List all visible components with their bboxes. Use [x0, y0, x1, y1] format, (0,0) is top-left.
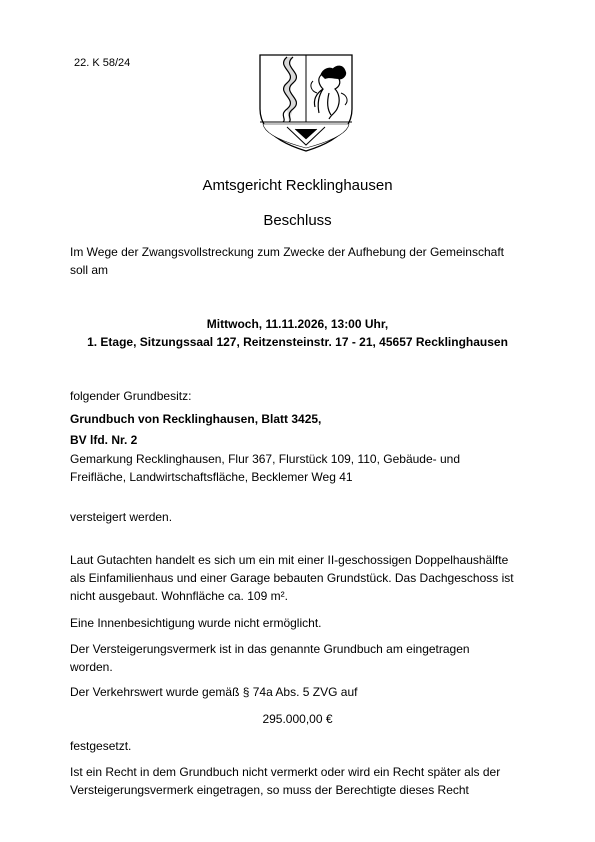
- auction-date: Mittwoch, 11.11.2026, 13:00 Uhr,: [206, 317, 389, 331]
- file-number: 22. K 58/24: [74, 57, 131, 69]
- bv-number: BV lfd. Nr. 2: [70, 433, 138, 447]
- auction-statement: versteigert werden.: [70, 510, 173, 524]
- document-type: Beschluss: [263, 212, 332, 229]
- appraisal-line-2: als Einfamilienhaus und einer Garage bebauten Grundstück. Das Dachgeschoss ist: [70, 571, 514, 585]
- inspection-note: Eine Innenbesichtigung wurde nicht ermöglicht.: [70, 616, 322, 630]
- court-name: Amtsgericht Recklinghausen: [202, 177, 393, 194]
- market-value: 295.000,00 €: [262, 712, 333, 726]
- value-intro: Der Verkehrswert wurde gemäß § 74a Abs. 5 ZVG auf: [70, 685, 358, 699]
- notation-line-1: Der Versteigerungsvermerk ist in das genannte Grundbuch am eingetragen: [70, 642, 470, 656]
- auction-location: 1. Etage, Sitzungssaal 127, Reitzensteinstr. 17 - 21, 45657 Recklinghausen: [87, 335, 508, 349]
- parcel-line-1: Gemarkung Recklinghausen, Flur 367, Flurstück 109, 110, Gebäude- und: [70, 452, 460, 466]
- appraisal-line-3: nicht ausgebaut. Wohnfläche ca. 109 m².: [70, 589, 288, 603]
- parcel-line-2: Freifläche, Landwirtschaftsfläche, Becklemer Weg 41: [70, 470, 353, 484]
- rights-line-1: Ist ein Recht in dem Grundbuch nicht vermerkt oder wird ein Recht später als der: [70, 765, 501, 779]
- notation-line-2: worden.: [70, 660, 113, 674]
- land-register-entry: Grundbuch von Recklinghausen, Blatt 3425,: [70, 412, 322, 426]
- property-intro: folgender Grundbesitz:: [70, 389, 192, 403]
- rights-line-2: Versteigerungsvermerk eingetragen, so muss der Berechtigte dieses Recht: [70, 783, 469, 797]
- intro-line-2: soll am: [70, 263, 109, 277]
- appraisal-line-1: Laut Gutachten handelt es sich um ein mit einer II-geschossigen Doppelhaushälfte: [70, 553, 509, 567]
- intro-line-1: Im Wege der Zwangsvollstreckung zum Zwecke der Aufhebung der Gemeinschaft: [70, 245, 504, 259]
- coat-of-arms-icon: [257, 49, 355, 154]
- value-outro: festgesetzt.: [70, 739, 132, 753]
